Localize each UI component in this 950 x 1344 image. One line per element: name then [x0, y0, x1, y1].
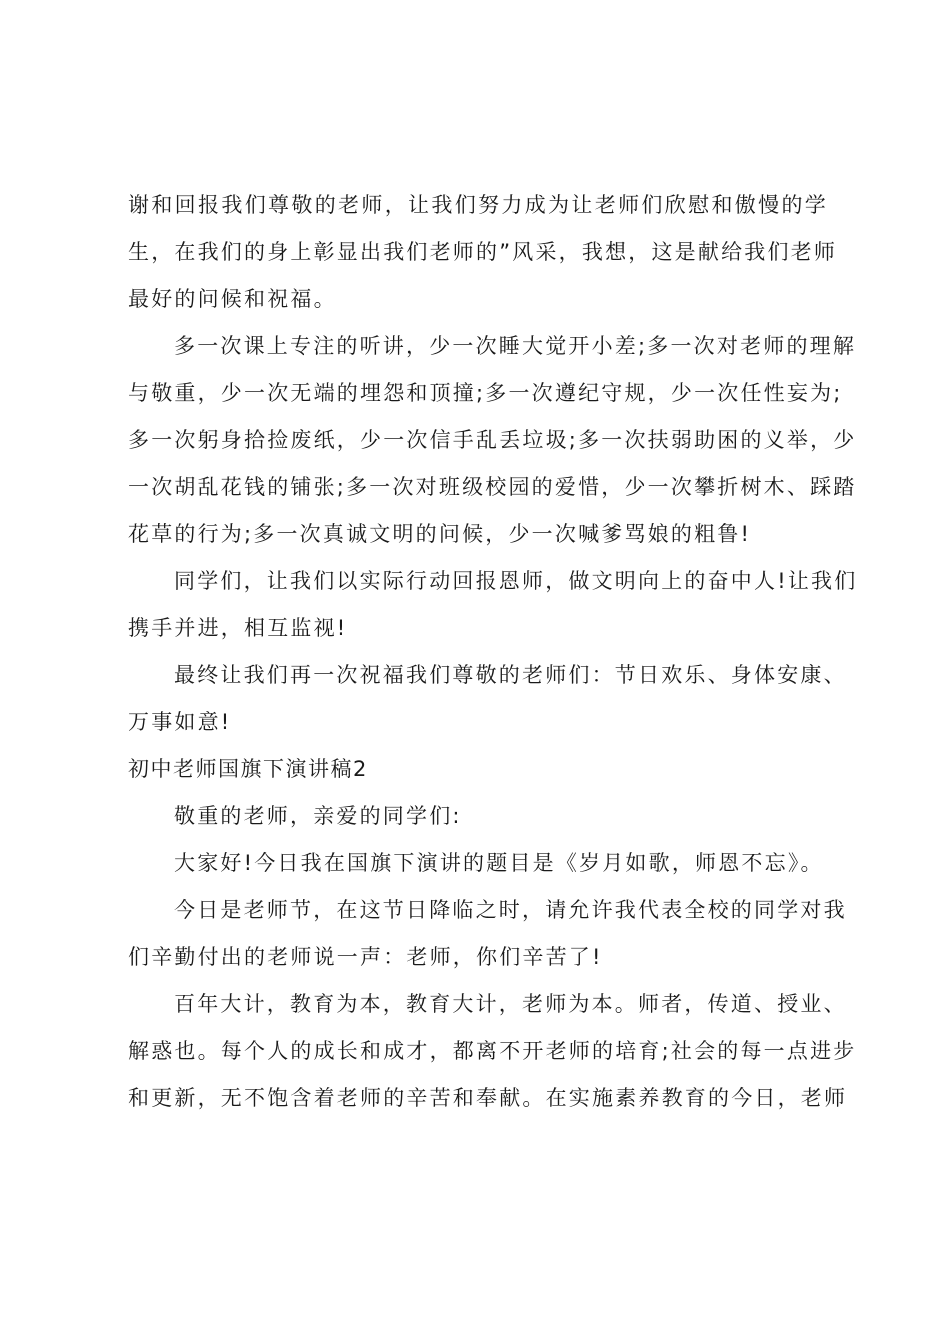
section-heading: 初中老师国旗下演讲稿2: [128, 757, 368, 781]
paragraph-line: 携手并进，相互监视!: [128, 616, 348, 640]
paragraph-line: 百年大计，教育为本，教育大计，老师为本。师者，传道、授业、: [174, 992, 847, 1016]
paragraph-line: 花草的行为;多一次真诚文明的问候，少一次喊爹骂娘的粗鲁!: [128, 522, 752, 546]
paragraph-line: 大家好!今日我在国旗下演讲的题目是《岁月如歌，师恩不忘》。: [174, 851, 824, 875]
paragraph-line: 生，在我们的身上彰显出我们老师的”风采，我想，这是献给我们老师: [128, 240, 838, 264]
paragraph-line: 最终让我们再一次祝福我们尊敬的老师们：节日欢乐、身体安康、: [174, 663, 847, 687]
paragraph-line: 一次胡乱花钱的铺张;多一次对班级校园的爱惜，少一次攀折树木、踩踏: [128, 475, 857, 499]
paragraph-line: 同学们，让我们以实际行动回报恩师，做文明向上的奋中人!让我们: [174, 569, 858, 593]
paragraph-line: 万事如意!: [128, 710, 232, 734]
paragraph-line: 谢和回报我们尊敬的老师，让我们努力成为让老师们欣慰和傲慢的学: [128, 193, 828, 217]
paragraph-line: 与敬重，少一次无端的埋怨和顶撞;多一次遵纪守规，少一次任性妄为;: [128, 381, 843, 405]
paragraph-line: 今日是老师节，在这节日降临之时，请允许我代表全校的同学对我: [174, 898, 847, 922]
paragraph-line: 多一次课上专注的听讲，少一次睡大觉开小差;多一次对老师的理解: [174, 334, 857, 358]
paragraph-line: 多一次躬身拾捡废纸，少一次信手乱丢垃圾;多一次扶弱助困的义举，少: [128, 428, 857, 452]
paragraph-line: 最好的问候和祝福。: [128, 287, 337, 311]
document-body: [128, 182, 858, 1122]
salutation-line: 敬重的老师，亲爱的同学们:: [174, 804, 462, 828]
paragraph-line: 和更新，无不饱含着老师的辛苦和奉献。在实施素养教育的今日，老师: [128, 1086, 848, 1110]
paragraph-line: 们辛勤付出的老师说一声：老师，你们辛苦了!: [128, 945, 603, 969]
paragraph-line: 解惑也。每个人的成长和成才，都离不开老师的培育;社会的每一点进步: [128, 1039, 857, 1063]
